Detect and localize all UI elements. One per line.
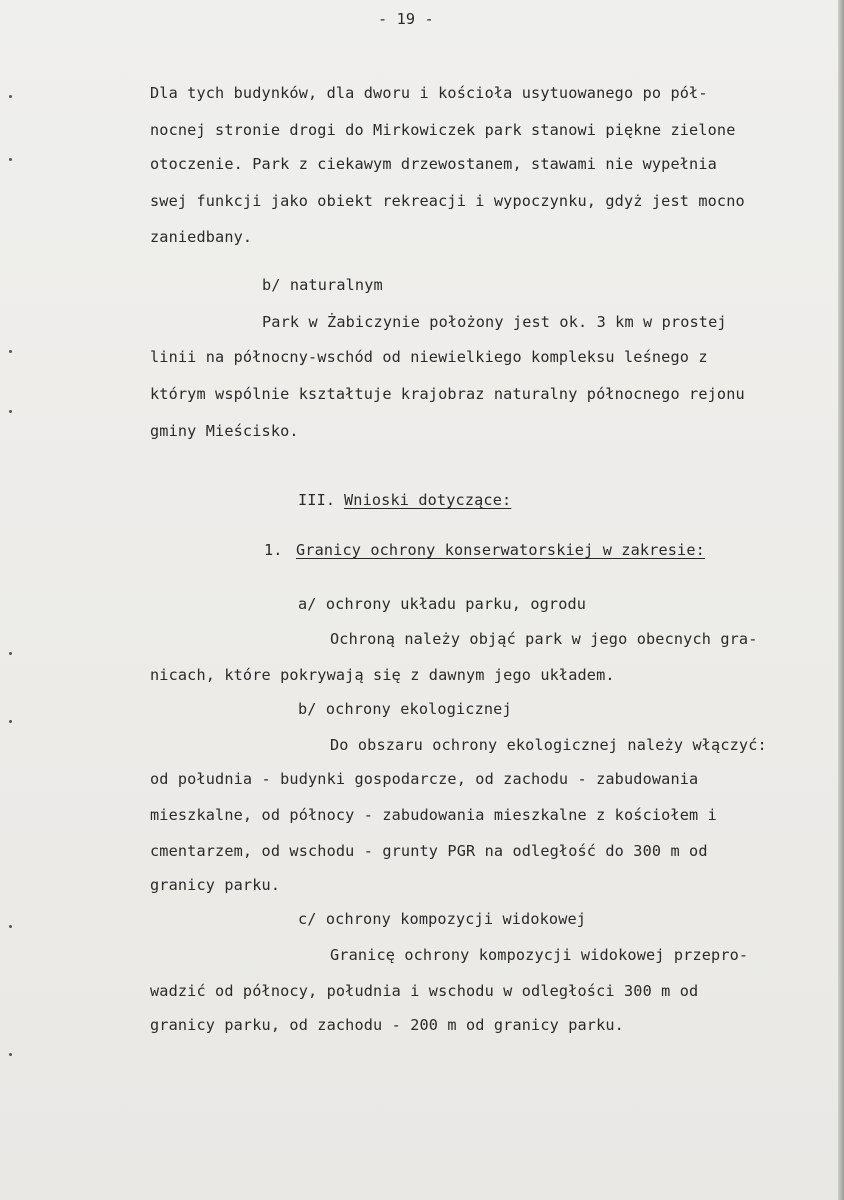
paragraph-line: którym wspólnie kształtuje krajobraz naturalny północnego rejonu (150, 385, 745, 403)
paragraph-line: Park w Żabiczynie położony jest ok. 3 km w prostej (262, 313, 727, 331)
item-line: Granicę ochrony kompozycji widokowej przepro- (330, 946, 749, 964)
paragraph-line: gminy Mieścisko. (150, 422, 299, 440)
margin-speck (9, 925, 12, 928)
point-number: 1. (264, 541, 283, 559)
paragraph-line: otoczenie. Park z ciekawym drzewostanem, stawami nie wypełnia (150, 155, 717, 173)
paragraph-line: nocnej stronie drogi do Mirkowiczek park stanowi piękne zielone (150, 121, 736, 139)
item-title: c/ ochrony kompozycji widokowej (298, 910, 587, 928)
item-line: wadzić od północy, południa i wschodu w odległości 300 m od (150, 982, 699, 1000)
margin-speck (9, 410, 12, 413)
subsection-heading: b/ naturalnym (262, 276, 383, 294)
margin-speck (9, 158, 12, 161)
item-title: a/ ochrony układu parku, ogrodu (298, 595, 587, 613)
section-title: Wnioski dotyczące: (344, 491, 512, 509)
paragraph-line: linii na północny-wschód od niewielkiego kompleksu leśnego z (150, 348, 708, 366)
paragraph-line: zaniedbany. (150, 228, 253, 246)
item-line: Do obszaru ochrony ekologicznej należy włączyć: (330, 736, 767, 754)
item-line: Ochroną należy objąć park w jego obecnych gra- (330, 630, 758, 648)
item-line: nicach, które pokrywają się z dawnym jego układem. (150, 666, 615, 684)
point-title: Granicy ochrony konserwatorskiej w zakresie: (296, 541, 705, 559)
item-line: granicy parku. (150, 876, 281, 894)
item-line: cmentarzem, od wschodu - grunty PGR na odległość do 300 m od (150, 842, 708, 860)
section-number: III. (298, 491, 336, 509)
paragraph-line: Dla tych budynków, dla dworu i kościoła usytuowanego po pół- (150, 84, 708, 102)
item-title: b/ ochrony ekologicznej (298, 700, 512, 718)
page-edge-shadow (838, 0, 844, 1200)
item-line: granicy parku, od zachodu - 200 m od granicy parku. (150, 1016, 624, 1034)
paragraph-line: swej funkcji jako obiekt rekreacji i wypoczynku, gdyż jest mocno (150, 192, 745, 210)
margin-speck (9, 350, 12, 353)
item-line: od południa - budynki gospodarcze, od zachodu - zabudowania (150, 770, 699, 788)
page-number: - 19 - (378, 10, 434, 28)
item-line: mieszkalne, od północy - zabudowania mieszkalne z kościołem i (150, 806, 717, 824)
margin-speck (9, 652, 12, 655)
margin-speck (9, 95, 12, 98)
margin-speck (9, 1053, 12, 1056)
margin-speck (9, 720, 12, 723)
